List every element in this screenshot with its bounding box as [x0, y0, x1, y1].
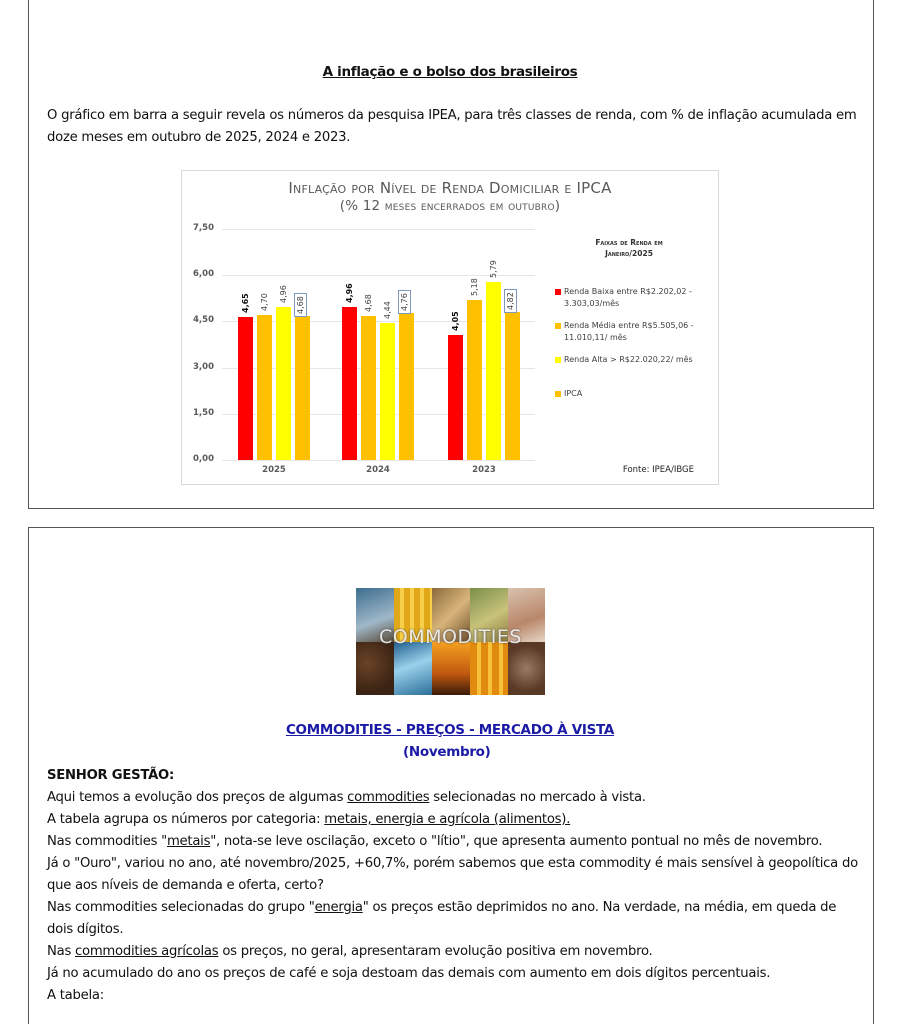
greeting: SENHOR GESTÃO: — [47, 768, 175, 783]
text: Nas commodities " — [47, 834, 167, 849]
text: ", nota-se leve oscilação, exceto o "lítio", que apresenta aumento pontual no mês de novembro. — [210, 834, 823, 849]
data-label: 4,96 — [279, 285, 288, 304]
text: Nas commodities selecionadas do grupo " — [47, 900, 315, 915]
bar — [342, 307, 357, 460]
commodities-body — [47, 765, 862, 1007]
legend-title — [574, 237, 684, 259]
y-axis-tick: 7,50 — [193, 223, 214, 233]
data-label: 5,18 — [470, 278, 479, 297]
legend-label: Renda Baixa entre R$2.202,02 - 3.303,03/mês — [564, 287, 692, 308]
y-axis-tick: 1,50 — [193, 407, 214, 418]
bar — [361, 316, 376, 460]
bar — [276, 307, 291, 460]
paragraph-2 — [47, 809, 862, 831]
x-axis-category: 2024 — [366, 465, 390, 475]
y-axis-tick: 0,00 — [193, 454, 214, 464]
gridline — [222, 229, 535, 230]
legend-label: Renda Alta > R$22.020,22/ mês — [564, 355, 693, 364]
commodities-link[interactable]: commodities — [347, 790, 430, 805]
commodities-image-caption: COMMODITIES — [379, 626, 522, 648]
categories-link[interactable]: metais, energia e agrícola (alimentos). — [324, 812, 571, 827]
inflation-intro-paragraph: O gráfico em barra a seguir revela os números da pesquisa IPEA, para três classes de renda, com % de inflação acumulada em doze meses em outubro de 2025, 2024 e 2023. — [47, 108, 857, 145]
text: os preços, no geral, apresentaram evolução positiva em novembro. — [218, 944, 653, 959]
data-label: 4,68 — [294, 293, 307, 317]
bar — [467, 300, 482, 460]
data-label: 4,82 — [504, 289, 517, 313]
text: selecionadas no mercado à vista. — [429, 790, 646, 805]
paragraph-8: A tabela: — [47, 988, 104, 1003]
x-axis-category: 2023 — [472, 465, 496, 475]
data-label: 4,96 — [345, 283, 354, 304]
bar — [380, 323, 395, 460]
bar — [486, 282, 501, 460]
inflation-bar-chart — [181, 170, 719, 485]
inflation-section-title: A inflação e o bolso dos brasileiros — [322, 64, 578, 80]
legend-item-renda-media — [555, 320, 713, 343]
chart-subtitle: (% 12 meses encerrados em outubro) — [339, 198, 561, 214]
commodities-section-title — [0, 722, 900, 738]
legend-label: IPCA — [564, 389, 583, 398]
paragraph-7: Já no acumulado do ano os preços de café e soja destoam das demais com aumento em dois dígitos percentuais. — [47, 966, 771, 981]
bar — [505, 312, 520, 460]
legend-label: Renda Média entre R$5.505,06 - 11.010,11/ mês — [564, 321, 694, 342]
agricolas-link[interactable]: commodities agrícolas — [75, 944, 219, 959]
text: Nas — [47, 944, 76, 959]
legend-item-renda-alta — [555, 354, 713, 366]
bar — [448, 335, 463, 460]
data-label: 4,65 — [241, 293, 250, 313]
x-axis-category: 2025 — [262, 465, 286, 475]
bar — [295, 316, 310, 460]
legend-swatch-yellow — [555, 357, 561, 363]
commodities-title-link[interactable]: COMMODITIES - PREÇOS - MERCADO À VISTA — [285, 722, 615, 738]
chart-title-main: Inflação por Nível de Renda Domiciliar e IPCA — [288, 179, 612, 197]
bar — [238, 317, 253, 460]
legend-swatch-orange — [555, 391, 561, 397]
text: " os preços estão deprimidos no ano. Na verdade, na média, em queda de dois dígitos. — [47, 900, 837, 937]
energia-link[interactable]: energia — [314, 900, 363, 915]
text: Aqui temos a evolução dos preços de algumas — [47, 790, 348, 805]
text: A tabela agrupa os números por categoria: — [47, 812, 325, 827]
paragraph-4: Já o "Ouro", variou no ano, até novembro/2025, +60,7%, porém sabemos que esta commodity é mais sensível à geopolítica do que aos níveis de demanda e oferta, certo? — [47, 856, 858, 893]
legend-item-renda-baixa — [555, 286, 713, 309]
chart-title — [182, 179, 718, 215]
paragraph-3 — [47, 831, 862, 853]
legend-title-line2: Janeiro/2025 — [605, 249, 653, 258]
data-label: 4,05 — [451, 311, 460, 332]
paragraph-5 — [47, 897, 862, 941]
paragraph-1 — [47, 787, 862, 809]
legend-item-ipca — [555, 388, 713, 400]
gridline — [222, 460, 535, 461]
data-label: 4,44 — [383, 301, 392, 320]
legend-swatch-red — [555, 289, 561, 295]
y-axis-tick: 6,00 — [193, 269, 214, 280]
commodities-section-subtitle: (Novembro) — [403, 744, 491, 760]
bar — [399, 313, 414, 460]
bar — [257, 315, 272, 460]
data-label: 4,68 — [364, 294, 373, 312]
data-label: 4,76 — [398, 291, 411, 315]
chart-source: Fonte: IPEA/IBGE — [622, 465, 694, 475]
commodities-collage-image — [356, 588, 545, 695]
paragraph-6 — [47, 941, 862, 963]
legend-swatch-orange — [555, 323, 561, 329]
y-axis-tick: 4,50 — [193, 315, 214, 326]
y-axis-tick: 3,00 — [193, 361, 214, 372]
data-label: 5,79 — [489, 259, 498, 278]
metais-link[interactable]: metais — [166, 834, 211, 849]
data-label: 4,70 — [260, 293, 269, 312]
legend-title-line1: Faixas de Renda em — [595, 238, 663, 247]
